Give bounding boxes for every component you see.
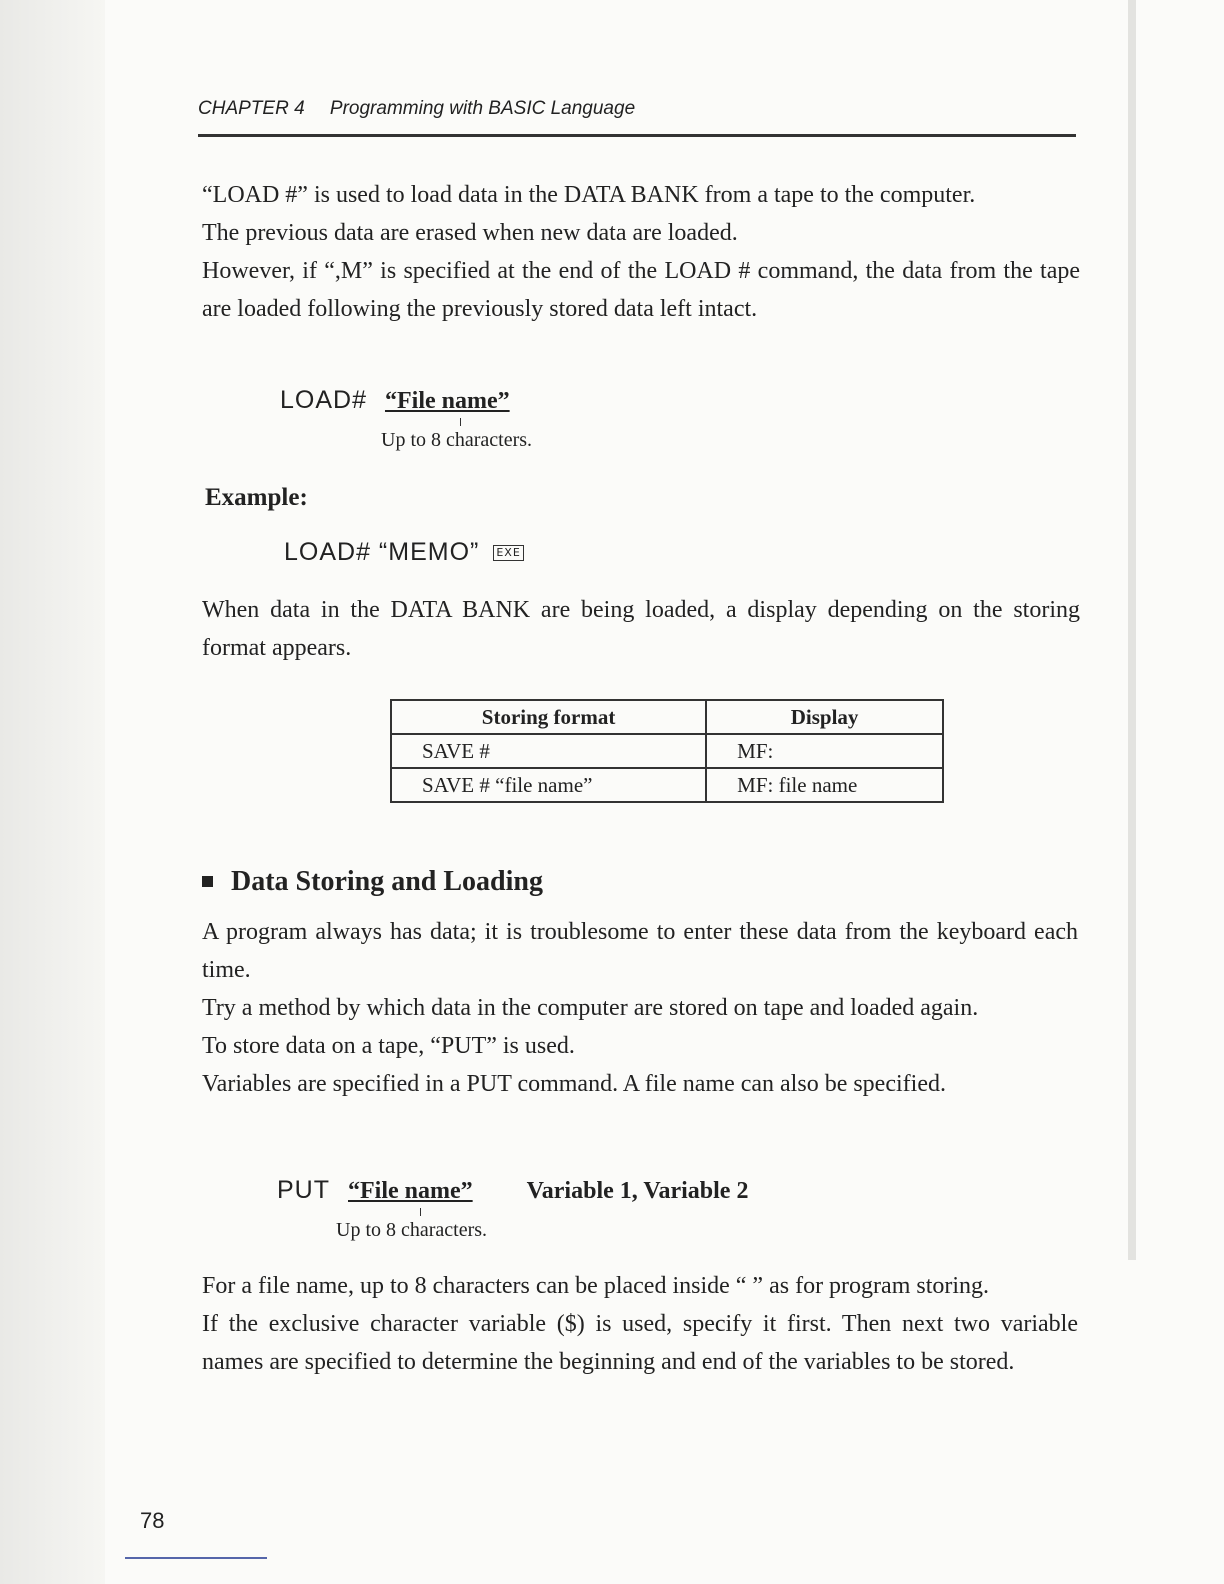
put-argument: “File name”: [348, 1178, 473, 1204]
table-header-display: Display: [706, 700, 943, 734]
bottom-marker-line: [125, 1557, 267, 1559]
final-paragraphs: [202, 1267, 1078, 1381]
storing-p2: Try a method by which data in the computer are stored on tape and loaded again.: [202, 995, 979, 1021]
table-cell: SAVE #: [391, 734, 706, 768]
put-argument-note: Up to 8 characters.: [336, 1219, 488, 1241]
exe-key-icon: EXE: [493, 545, 523, 561]
section-title: Data Storing and Loading: [231, 866, 543, 897]
table-cell: MF: file name: [706, 768, 943, 802]
example-label: Example:: [205, 484, 308, 511]
header-rule: [198, 134, 1076, 137]
section-heading: [202, 866, 543, 898]
example-code: [284, 538, 524, 567]
page-gutter-shadow: [0, 0, 105, 1584]
table-header-storing-format: Storing format: [391, 700, 706, 734]
chapter-title: Programming with BASIC Language: [329, 98, 636, 119]
put-variables: Variable 1, Variable 2: [526, 1178, 749, 1204]
load-argument-tick: [460, 418, 461, 426]
final-p2: If the exclusive character variable ($) is used, specify it first. Then next two variable names are specified to determine the beginning and end of the variables to be stored.: [202, 1311, 1078, 1375]
load-intro-p1: “LOAD #” is used to load data in the DATA BANK from a tape to the computer.: [202, 182, 976, 208]
load-intro: [202, 176, 1080, 328]
table-row: [391, 768, 943, 802]
load-intro-p2: The previous data are erased when new data are loaded.: [202, 220, 738, 246]
table-cell: SAVE # “file name”: [391, 768, 706, 802]
put-argument-tick: [420, 1208, 421, 1216]
put-syntax: [277, 1176, 748, 1205]
table-header-row: [391, 700, 943, 734]
table-row: [391, 734, 943, 768]
load-argument-note: Up to 8 characters.: [381, 429, 533, 451]
display-paragraph-text: When data in the DATA BANK are being loaded, a display depending on the storing format appears.: [202, 597, 1080, 661]
display-paragraph: [202, 591, 1080, 667]
put-command: PUT: [277, 1176, 330, 1204]
final-p1: For a file name, up to 8 characters can be placed inside “ ” as for program storing.: [202, 1273, 990, 1299]
storing-p3: To store data on a tape, “PUT” is used.: [202, 1033, 575, 1059]
load-syntax: [280, 386, 510, 415]
storing-paragraphs: [202, 913, 1078, 1103]
load-command: LOAD#: [280, 386, 367, 414]
storing-p1: A program always has data; it is troublesome to enter these data from the keyboard each time.: [202, 919, 1078, 983]
running-header: [198, 98, 1076, 120]
table-cell: MF:: [706, 734, 943, 768]
load-argument: “File name”: [384, 388, 510, 414]
page-edge-shadow: [1128, 0, 1136, 1260]
load-intro-p3: However, if “,M” is specified at the end of the LOAD # command, the data from the tape are loaded following the previously stored data left intact.: [202, 258, 1080, 322]
storing-format-table: [390, 699, 944, 803]
page-number: 78: [140, 1508, 165, 1533]
example-command: LOAD# “MEMO”: [284, 538, 480, 566]
storing-p4: Variables are specified in a PUT command. A file name can also be specified.: [202, 1071, 946, 1097]
chapter-number: CHAPTER 4: [198, 98, 305, 119]
bullet-square-icon: [202, 876, 213, 887]
